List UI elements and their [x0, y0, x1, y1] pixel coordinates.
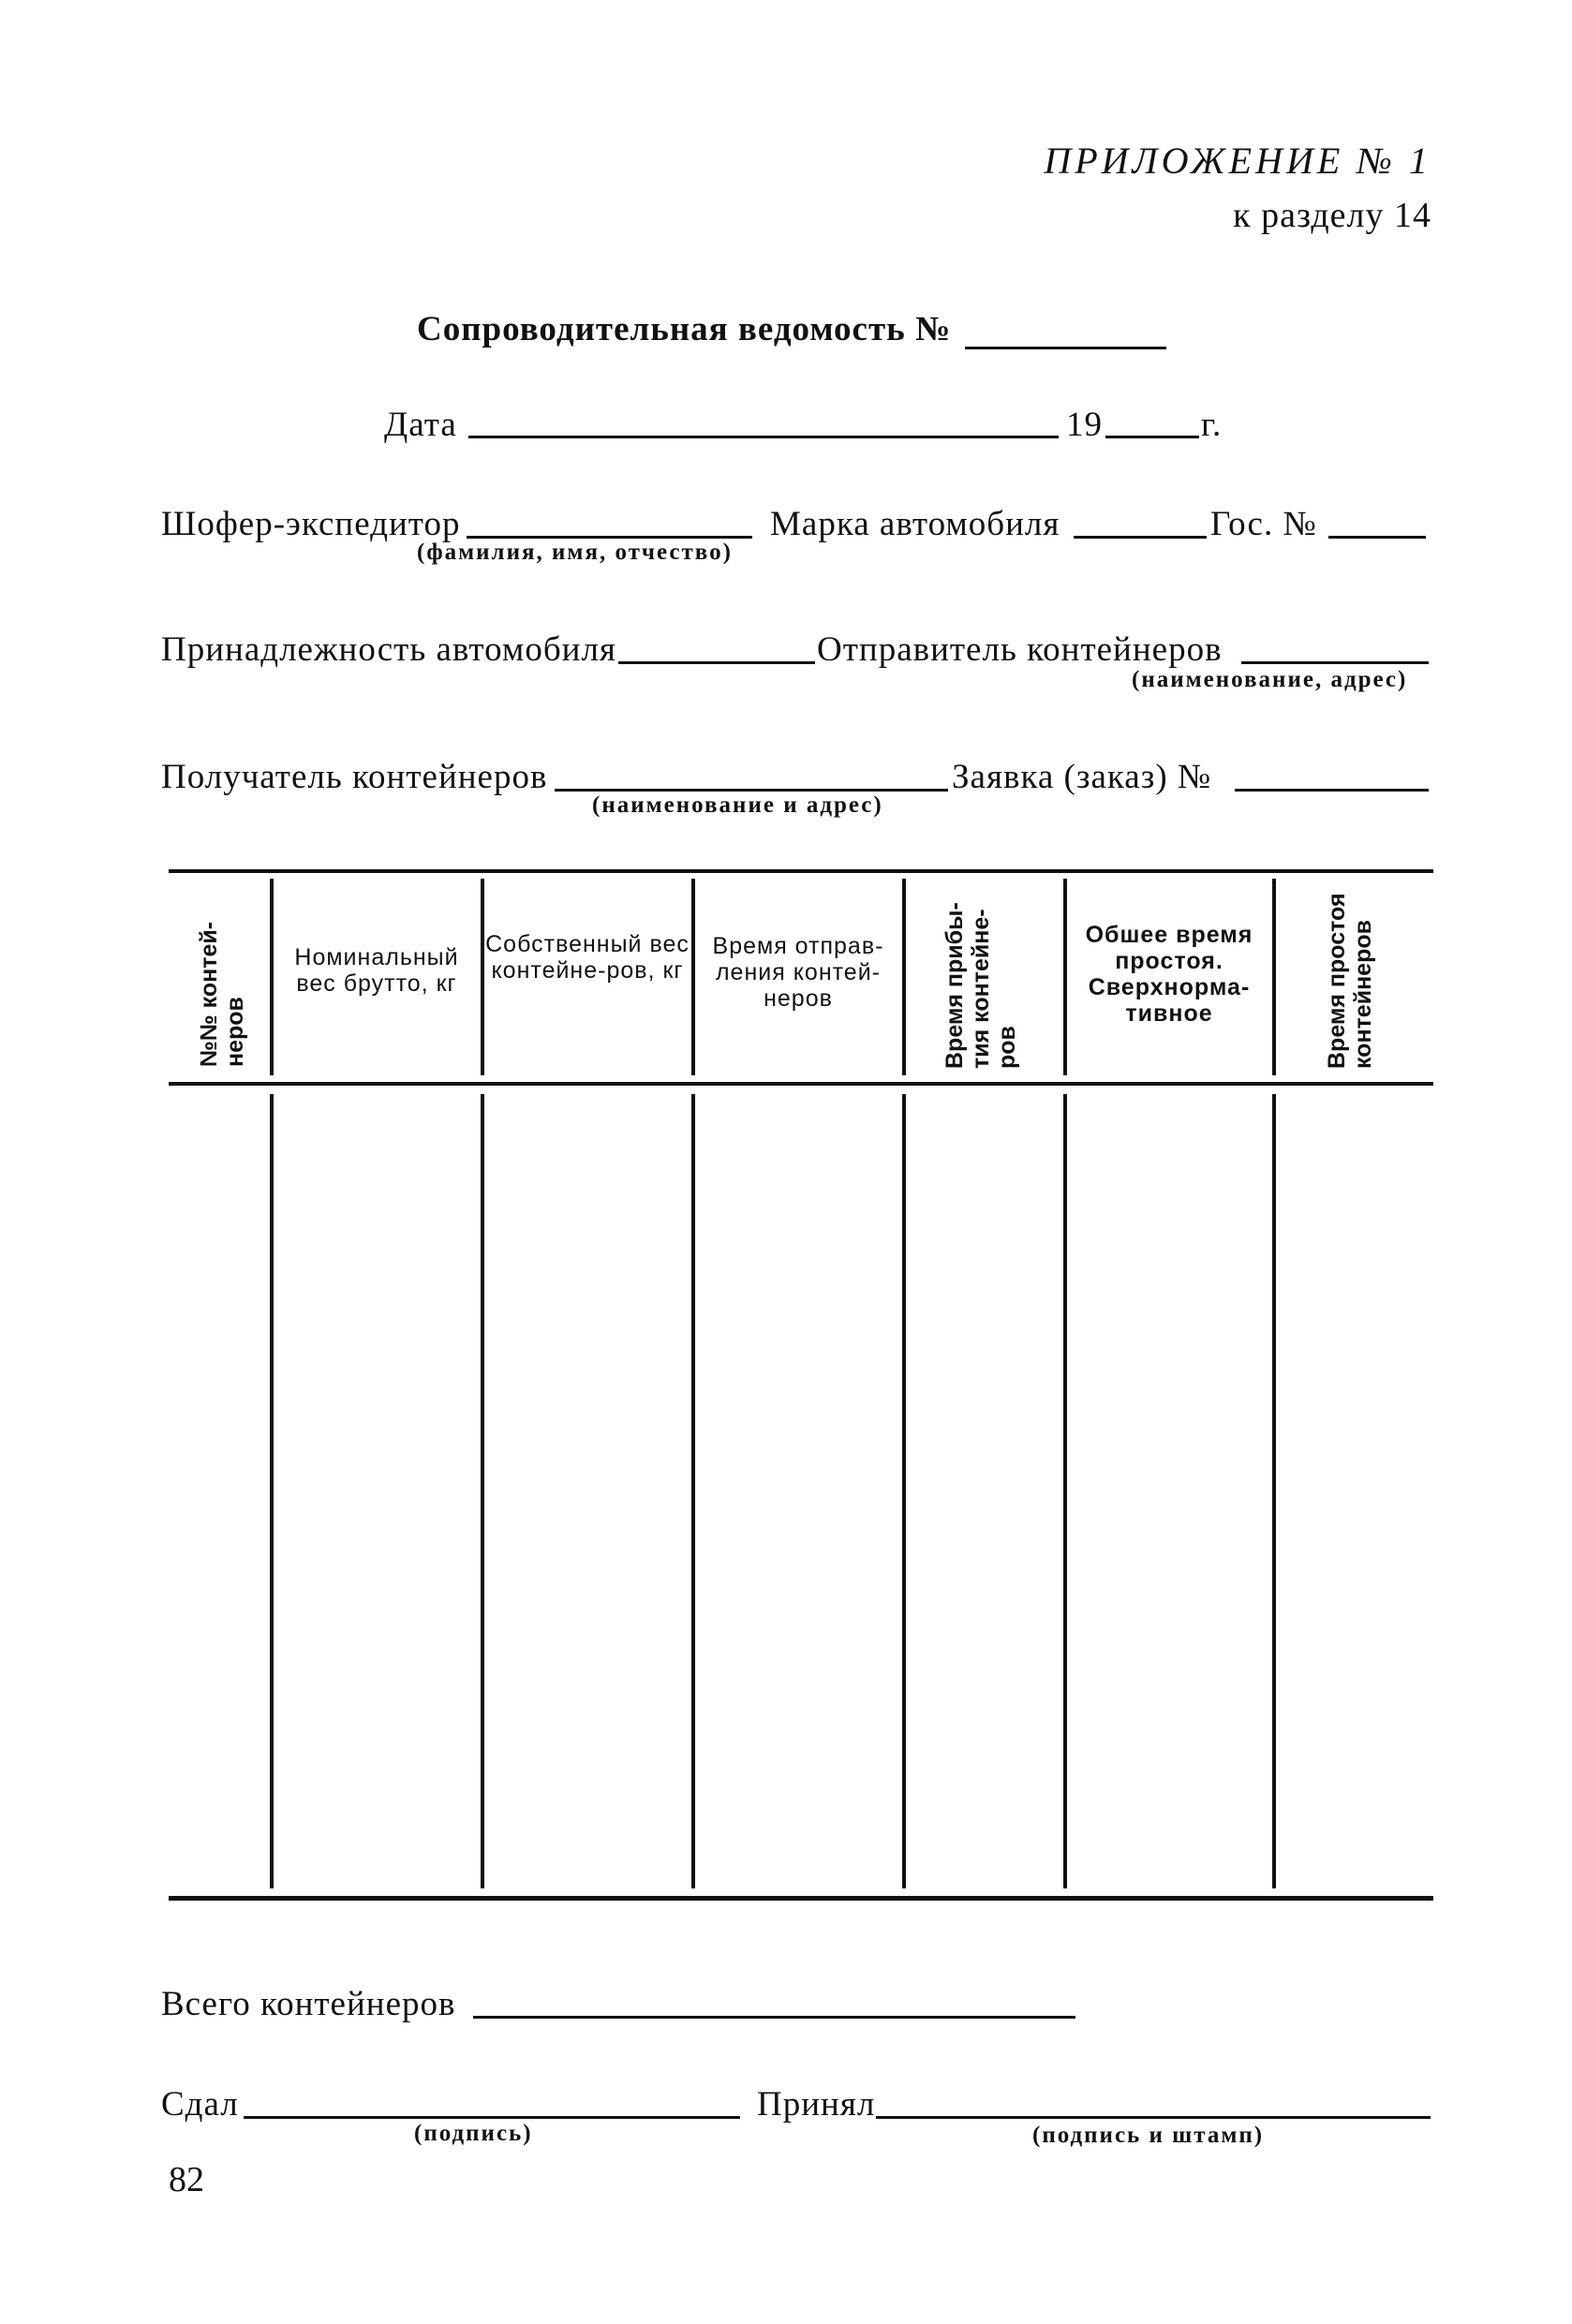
col-divider — [481, 1094, 484, 1888]
driver-field[interactable] — [467, 536, 752, 539]
ownership-field[interactable] — [618, 661, 815, 664]
col-header-departure-time: Время отправ-ления контей-неров — [712, 933, 884, 1012]
col-header-container-downtime: Время простоя контейнеров — [1324, 893, 1376, 1069]
col-divider — [691, 1094, 695, 1888]
total-containers-field[interactable] — [473, 2016, 1075, 2019]
gos-number-field[interactable] — [1328, 536, 1426, 539]
accepted-hint: (подпись и штамп) — [1032, 2123, 1265, 2148]
sender-label: Отправитель контейнеров — [817, 630, 1223, 669]
document-number-field[interactable] — [965, 347, 1166, 349]
col-divider — [902, 879, 906, 1075]
gos-number-label: Гос. № — [1210, 505, 1317, 543]
col-divider — [270, 1094, 274, 1888]
receiver-field[interactable] — [555, 789, 948, 792]
table-header-rule — [169, 1082, 1433, 1086]
col-divider — [1063, 1094, 1067, 1888]
col-header-container-no: №№ контей-неров — [196, 921, 248, 1067]
page-number: 82 — [169, 2160, 204, 2199]
handed-signature-field[interactable] — [244, 2116, 740, 2119]
date-field[interactable] — [468, 436, 1059, 438]
sender-field[interactable] — [1241, 661, 1429, 664]
document-title: Сопроводительная ведомость № — [417, 310, 952, 348]
accepted-label: Принял — [757, 2085, 876, 2124]
col-header-total-downtime: Обшее время простоя. Сверхнорма-тивное — [1085, 922, 1253, 1027]
car-brand-label: Марка автомобиля — [770, 505, 1060, 543]
receiver-hint: (наименование и адрес) — [592, 792, 883, 818]
accepted-signature-field[interactable] — [876, 2116, 1431, 2119]
order-field[interactable] — [1235, 789, 1429, 792]
order-label: Заявка (заказ) № — [952, 758, 1212, 796]
date-year-prefix: 19 — [1066, 406, 1103, 444]
table-bottom-rule — [169, 1896, 1433, 1901]
col-header-nominal-weight: Номинальный вес брутто, кг — [294, 944, 459, 997]
col-divider — [1272, 1094, 1276, 1888]
handed-label: Сдал — [161, 2085, 239, 2124]
col-header-arrival-time: Время прибы-тия контейне-ров — [942, 902, 1020, 1069]
table-top-rule — [169, 869, 1433, 873]
appendix-title: ПРИЛОЖЕНИЕ № 1 — [1044, 140, 1431, 182]
driver-label: Шофер-экспедитор — [161, 505, 461, 543]
col-header-own-weight: Собственный вес контейне-ров, кг — [485, 931, 690, 984]
total-containers-label: Всего контейнеров — [161, 1985, 456, 2023]
col-divider — [1272, 879, 1276, 1075]
driver-hint: (фамилия, имя, отчество) — [417, 540, 733, 565]
date-label: Дата — [384, 406, 457, 444]
receiver-label: Получатель контейнеров — [161, 758, 548, 796]
date-year-field[interactable] — [1105, 436, 1199, 438]
section-reference: к разделу 14 — [1233, 196, 1431, 235]
sender-hint: (наименование, адрес) — [1132, 667, 1408, 692]
handed-hint: (подпись) — [414, 2121, 533, 2146]
date-year-suffix: г. — [1201, 406, 1223, 444]
ownership-label: Принадлежность автомобиля — [161, 630, 616, 669]
col-divider — [902, 1094, 906, 1888]
car-brand-field[interactable] — [1074, 536, 1207, 539]
